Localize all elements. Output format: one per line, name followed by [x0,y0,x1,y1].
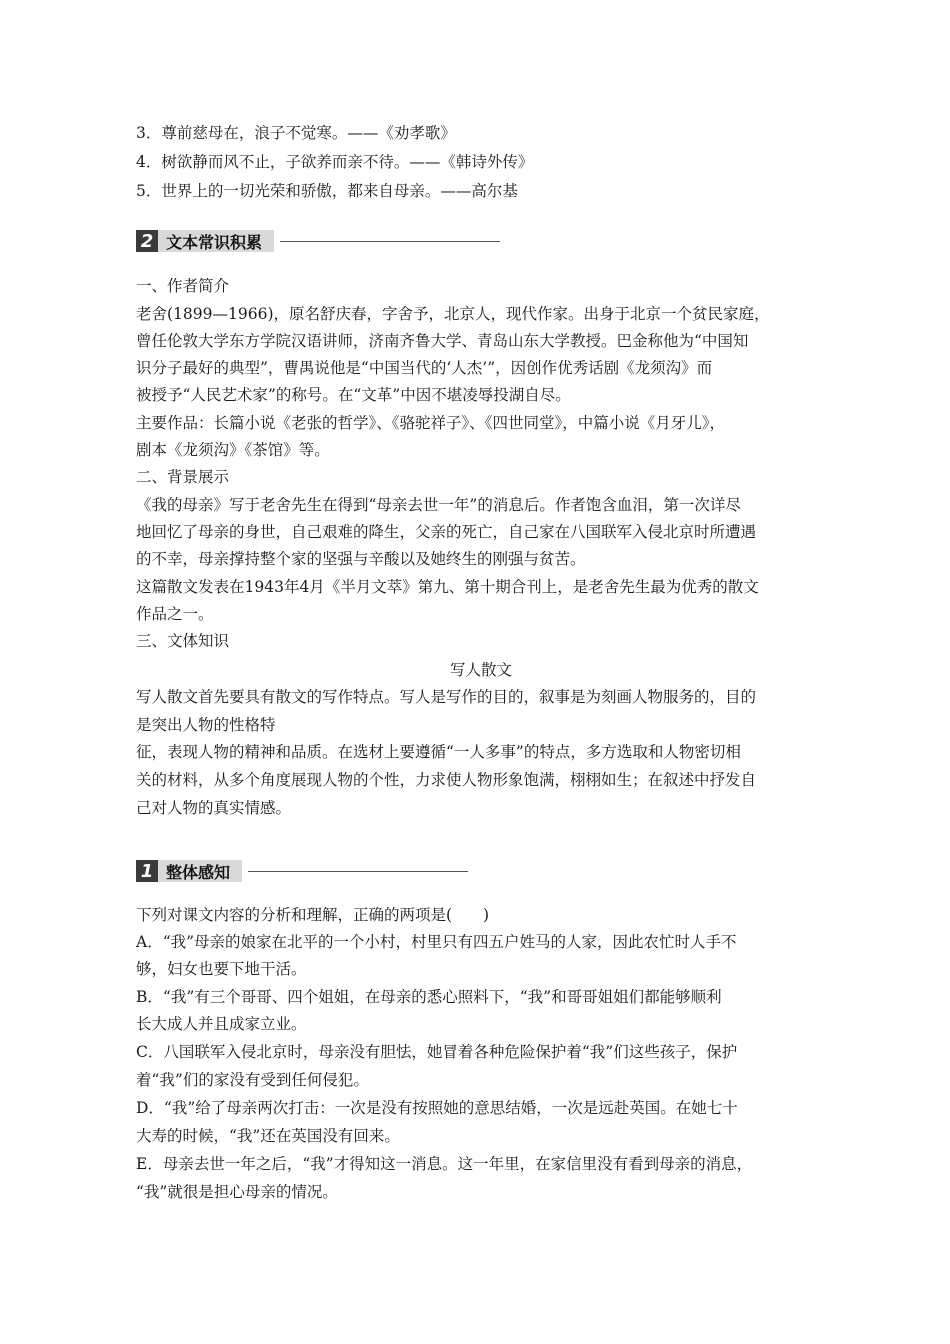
section-number-badge: 1 [136,860,158,882]
paragraph-line: 征，表现人物的精神和品质。在选材上要遵循“一人多事”的特点，多方选取和人物密切相 [136,743,741,761]
paragraph-line: 这篇散文发表在1943年4月《半月文萃》第九、第十期合刊上，是老舍先生最为优秀的散文 [136,578,759,596]
option-line: 长大成人并且成家立业。 [136,1015,307,1033]
paragraph-line: 曾任伦敦大学东方学院汉语讲师，济南齐鲁大学、青岛山东大学教授。巴金称他为“中国知 [136,332,749,350]
paragraph-line: 作品之一。 [136,605,214,623]
quote-line: 3．尊前慈母在，浪子不觉寒。——《劝孝歌》 [136,124,456,142]
quote-line: 5．世界上的一切光荣和骄傲，都来自母亲。——高尔基 [136,182,518,200]
paragraph-line: 三、文体知识 [136,632,230,650]
quote-line: 4．树欲静而风不止，子欲养而亲不待。——《韩诗外传》 [136,153,534,171]
option-line: C．八国联军入侵北京时，母亲没有胆怯，她冒着各种危险保护着“我”们这些孩子，保护 [136,1043,738,1061]
option-line: A．“我”母亲的娘家在北平的一个小村，村里只有四五户姓马的人家，因此农忙时人手不 [136,933,737,951]
paragraph-line: 地回忆了母亲的身世，自己艰难的降生，父亲的死亡，自己家在八国联军入侵北京时所遭遇 [136,523,757,541]
subheading: 写人散文 [449,661,512,679]
section-title: 整体感知 [158,860,242,882]
section-header-overall-perception [136,859,468,883]
option-line: B．“我”有三个哥哥、四个姐姐，在母亲的悉心照料下，“我”和哥哥姐姐们都能够顺利 [136,988,722,1006]
paragraph-line: 一、作者简介 [136,277,230,295]
paragraph-line: 己对人物的真实情感。 [136,799,292,817]
paragraph-line: 的不幸，母亲撑持整个家的坚强与辛酸以及她终生的刚强与贫苦。 [136,550,586,568]
paragraph-line: 是突出人物的性格特 [136,716,276,734]
paragraph-line: 主要作品：长篇小说《老张的哲学》、《骆驼祥子》、《四世同堂》，中篇小说《月牙儿》， [136,414,726,432]
option-line: D．“我”给了母亲两次打击：一次是没有按照她的意思结婚，一次是远赴英国。在她七十 [136,1099,738,1117]
option-line: “我”就很是担心母亲的情况。 [136,1183,338,1201]
question-stem: 下列对课文内容的分析和理解，正确的两项是( ) [136,906,490,924]
section-header-text-knowledge [136,229,500,253]
paragraph-line: 老舍(1899—1966)，原名舒庆春，字舍予，北京人，现代作家。出身于北京一个贫民家庭， [136,305,770,323]
section-divider [280,241,500,242]
paragraph-line: 二、背景展示 [136,468,230,486]
option-line: 着“我”们的家没有受到任何侵犯。 [136,1071,369,1089]
section-title: 文本常识积累 [158,230,274,252]
paragraph-line: 剧本《龙须沟》《茶馆》等。 [136,441,330,459]
paragraph-line: 《我的母亲》写于老舍先生在得到“母亲去世一年”的消息后。作者饱含血泪，第一次详尽 [136,496,741,514]
option-line: 大寿的时候，“我”还在英国没有回来。 [136,1127,400,1145]
option-line: 够，妇女也要下地干活。 [136,960,307,978]
paragraph-line: 识分子最好的典型”，曹禺说他是“中国当代的‘人杰’”，因创作优秀话剧《龙须沟》而 [136,359,713,377]
section-number-badge: 2 [136,230,158,252]
section-divider [248,871,468,872]
paragraph-line: 写人散文首先要具有散文的写作特点。写人是写作的目的，叙事是为刻画人物服务的，目的 [136,688,757,706]
paragraph-line: 被授予“人民艺术家”的称号。在“文革”中因不堪凌辱投湖自尽。 [136,386,571,404]
option-line: E．母亲去世一年之后，“我”才得知这一消息。这一年里，在家信里没有看到母亲的消息， [136,1155,753,1173]
paragraph-line: 关的材料，从多个角度展现人物的个性，力求使人物形象饱满，栩栩如生；在叙述中抒发自 [136,771,757,789]
